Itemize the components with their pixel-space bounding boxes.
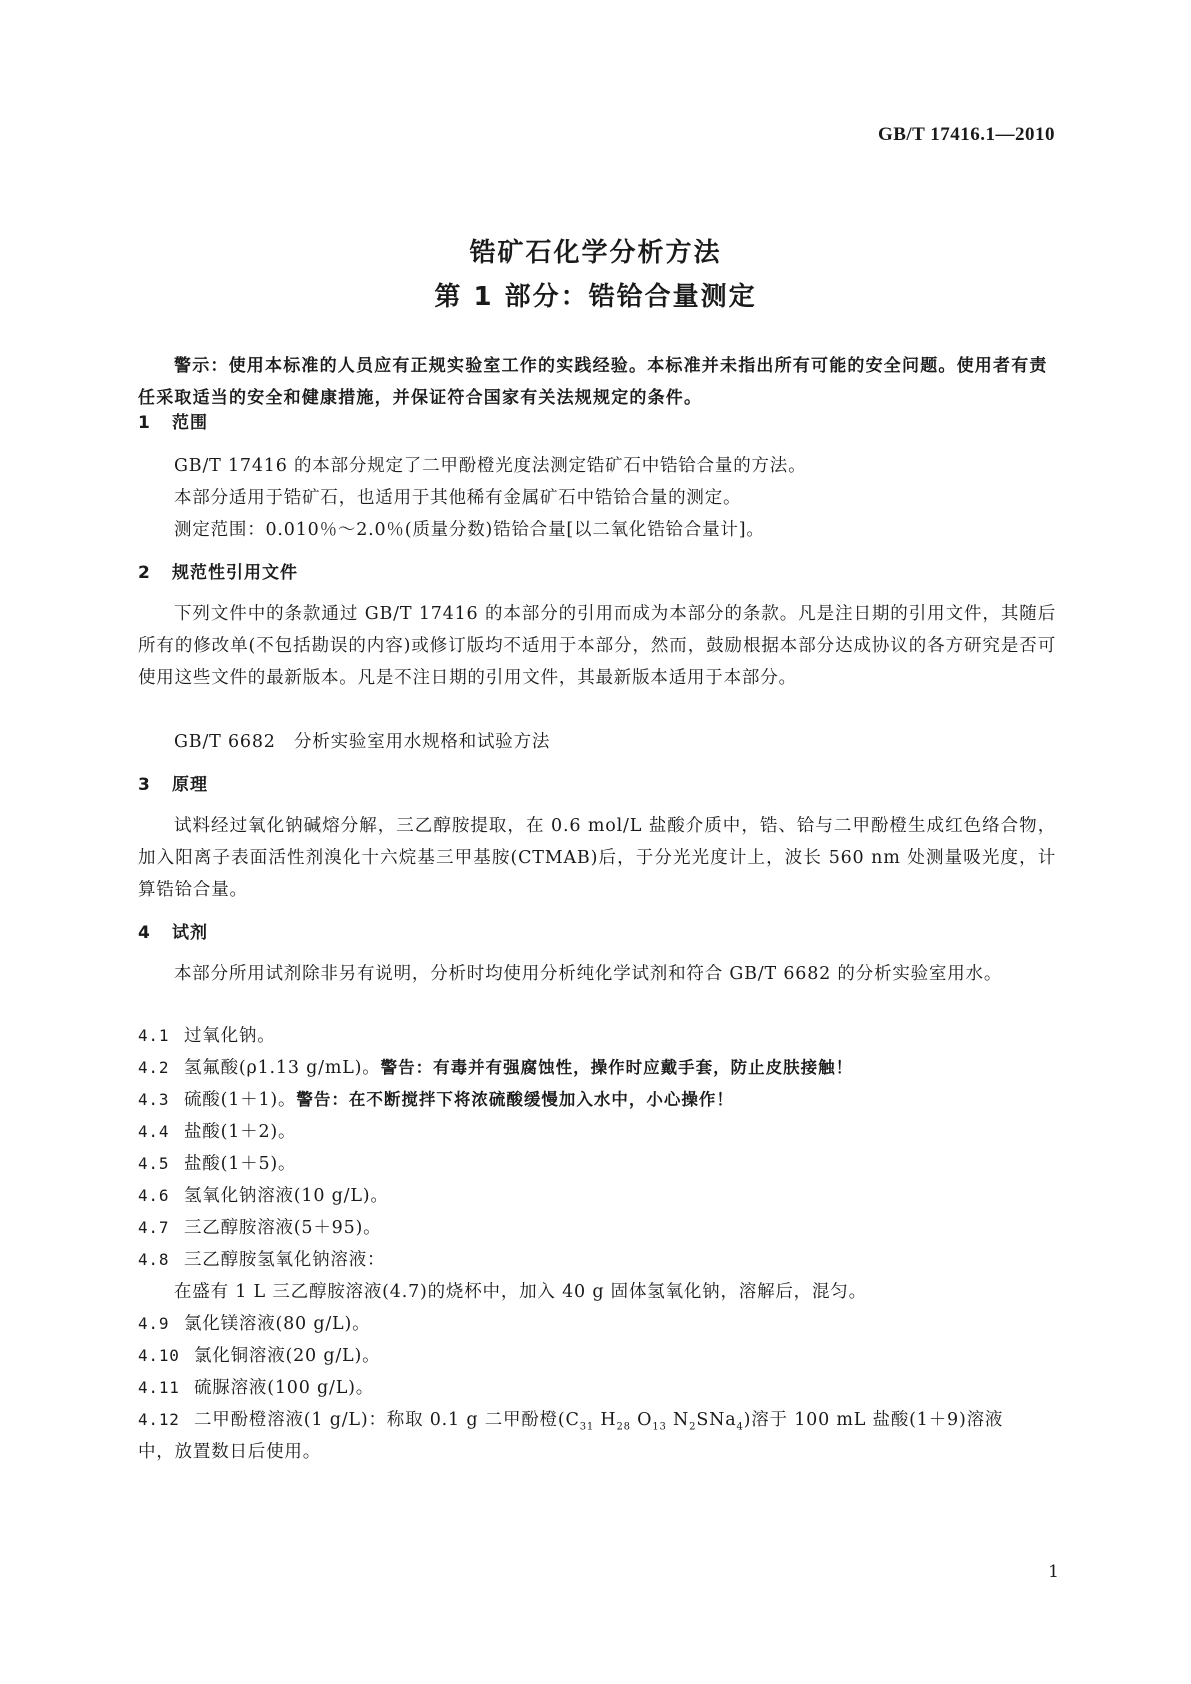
item-number: 4.9 xyxy=(138,1314,170,1333)
reagent-item xyxy=(138,1054,853,1079)
reagent-item xyxy=(138,1246,385,1271)
reagent-item-continuation: 中，放置数日后使用。 xyxy=(138,1442,321,1462)
section-title: 原理 xyxy=(172,775,208,795)
document-title: 锆矿石化学分析方法 xyxy=(469,238,722,268)
formula-subscript: 28 xyxy=(616,1421,631,1433)
reagent-item xyxy=(138,1182,389,1207)
item-number: 4.12 xyxy=(138,1410,180,1429)
section-heading-reagents xyxy=(138,918,208,943)
item-text: 硫脲溶液(100 g/L)。 xyxy=(194,1378,375,1398)
page-number: 1 xyxy=(1048,1562,1059,1582)
formula-subscript: 13 xyxy=(652,1421,667,1433)
reagents-paragraph: 本部分所用试剂除非另有说明，分析时均使用分析纯化学试剂和符合 GB/T 6682 的分析实验室用水。 xyxy=(174,964,1003,984)
section-title: 试剂 xyxy=(172,923,208,943)
item-text: 二甲酚橙溶液(1 g/L)：称取 0.1 g 二甲酚橙(C xyxy=(194,1410,580,1430)
formula-subscript: 31 xyxy=(579,1421,595,1433)
section-heading-principle xyxy=(138,770,208,795)
reagent-item xyxy=(138,1150,296,1175)
formula-part: SNa xyxy=(696,1410,737,1430)
item-text: 盐酸(1＋2)。 xyxy=(184,1122,297,1142)
item-text: 三乙醇胺氢氧化钠溶液： xyxy=(184,1250,386,1270)
reagent-item xyxy=(138,1406,1003,1433)
normative-references-paragraph: 下列文件中的条款通过 GB/T 17416 的本部分的引用而成为本部分的条款。凡是注日期的引用文件，其随后所有的修改单(不包括勘误的内容)或修订版均不适用于本部分，然而，鼓励根据本部分达成协议的各方研究是否可使用这些文件的最新版本。凡是不注日期的引用文件，其最新版本适用于本部分。 xyxy=(138,604,1056,688)
reagent-item xyxy=(138,1086,734,1111)
formula-part: N xyxy=(666,1410,690,1430)
section-number: 1 xyxy=(138,413,151,433)
scope-line: 测定范围：0.010％～2.0％(质量分数)锆铪合量[以二氧化锆铪合量计]。 xyxy=(174,520,765,540)
item-number: 4.8 xyxy=(138,1250,170,1269)
section-number: 4 xyxy=(138,923,151,943)
formula-part: H xyxy=(594,1410,617,1430)
item-number: 4.7 xyxy=(138,1218,170,1237)
principle-paragraph: 试料经过氧化钠碱熔分解，三乙醇胺提取，在 0.6 mol/L 盐酸介质中，锆、铪与二甲酚橙生成红色络合物，加入阳离子表面活性剂溴化十六烷基三甲基胺(CTMAB)后，于分光光度计上，波长 560 nm 处测量吸光度，计算锆铪合量。 xyxy=(138,816,1056,900)
section-title: 范围 xyxy=(172,413,208,433)
section-number: 3 xyxy=(138,775,151,795)
formula-subscript: 4 xyxy=(736,1421,744,1433)
item-warning: 警告：在不断搅拌下将浓硫酸缓慢加入水中，小心操作！ xyxy=(296,1090,734,1109)
section-heading-normative-references xyxy=(138,558,298,583)
scope-line: 本部分适用于锆矿石，也适用于其他稀有金属矿石中锆铪合量的测定。 xyxy=(174,488,742,508)
section-title: 规范性引用文件 xyxy=(172,563,298,583)
item-number: 4.10 xyxy=(138,1346,180,1365)
formula-part: O xyxy=(630,1410,653,1430)
reagent-item xyxy=(138,1374,374,1399)
section-number: 2 xyxy=(138,563,151,583)
formula-part: )溶于 100 mL 盐酸(1＋9)溶液 xyxy=(743,1410,1004,1430)
reagent-item xyxy=(138,1342,380,1367)
item-text: 氯化铜溶液(20 g/L)。 xyxy=(194,1346,381,1366)
item-number: 4.4 xyxy=(138,1122,170,1141)
reference-item: GB/T 6682 分析实验室用水规格和试验方法 xyxy=(174,732,551,752)
item-text: 氢氧化钠溶液(10 g/L)。 xyxy=(184,1186,389,1206)
item-text: 盐酸(1＋5)。 xyxy=(184,1154,297,1174)
scope-line: GB/T 17416 的本部分规定了二甲酚橙光度法测定锆矿石中锆铪合量的方法。 xyxy=(174,456,807,476)
item-number: 4.5 xyxy=(138,1154,170,1173)
item-number: 4.1 xyxy=(138,1026,170,1045)
item-warning: 警告：有毒并有强腐蚀性，操作时应戴手套，防止皮肤接触！ xyxy=(380,1058,854,1077)
item-text: 过氧化钠。 xyxy=(184,1026,276,1046)
item-number: 4.11 xyxy=(138,1378,180,1397)
document-subtitle: 第 1 部分：锆铪合量测定 xyxy=(434,282,757,312)
safety-warning: 警示：使用本标准的人员应有正规实验室工作的实践经验。本标准并未指出所有可能的安全问题。使用者有责任采取适当的安全和健康措施，并保证符合国家有关法规规定的条件。 xyxy=(138,356,1048,408)
section-heading-scope xyxy=(138,408,208,433)
item-text: 氢氟酸(ρ1.13 g/mL)。 xyxy=(184,1058,381,1078)
reagent-item xyxy=(138,1022,276,1047)
reagent-item-detail: 在盛有 1 L 三乙醇胺溶液(4.7)的烧杯中，加入 40 g 固体氢氧化钠，溶解后，混匀。 xyxy=(174,1282,867,1302)
item-text: 硫酸(1＋1)。 xyxy=(184,1090,297,1110)
item-text: 三乙醇胺溶液(5＋95)。 xyxy=(184,1218,382,1238)
item-number: 4.2 xyxy=(138,1058,170,1077)
formula-subscript: 2 xyxy=(689,1421,697,1433)
item-text: 氯化镁溶液(80 g/L)。 xyxy=(184,1314,371,1334)
reagent-item xyxy=(138,1214,381,1239)
reagent-item xyxy=(138,1310,370,1335)
item-number: 4.3 xyxy=(138,1090,170,1109)
standard-number: GB/T 17416.1—2010 xyxy=(877,124,1055,145)
item-number: 4.6 xyxy=(138,1186,170,1205)
reagent-item xyxy=(138,1118,296,1143)
